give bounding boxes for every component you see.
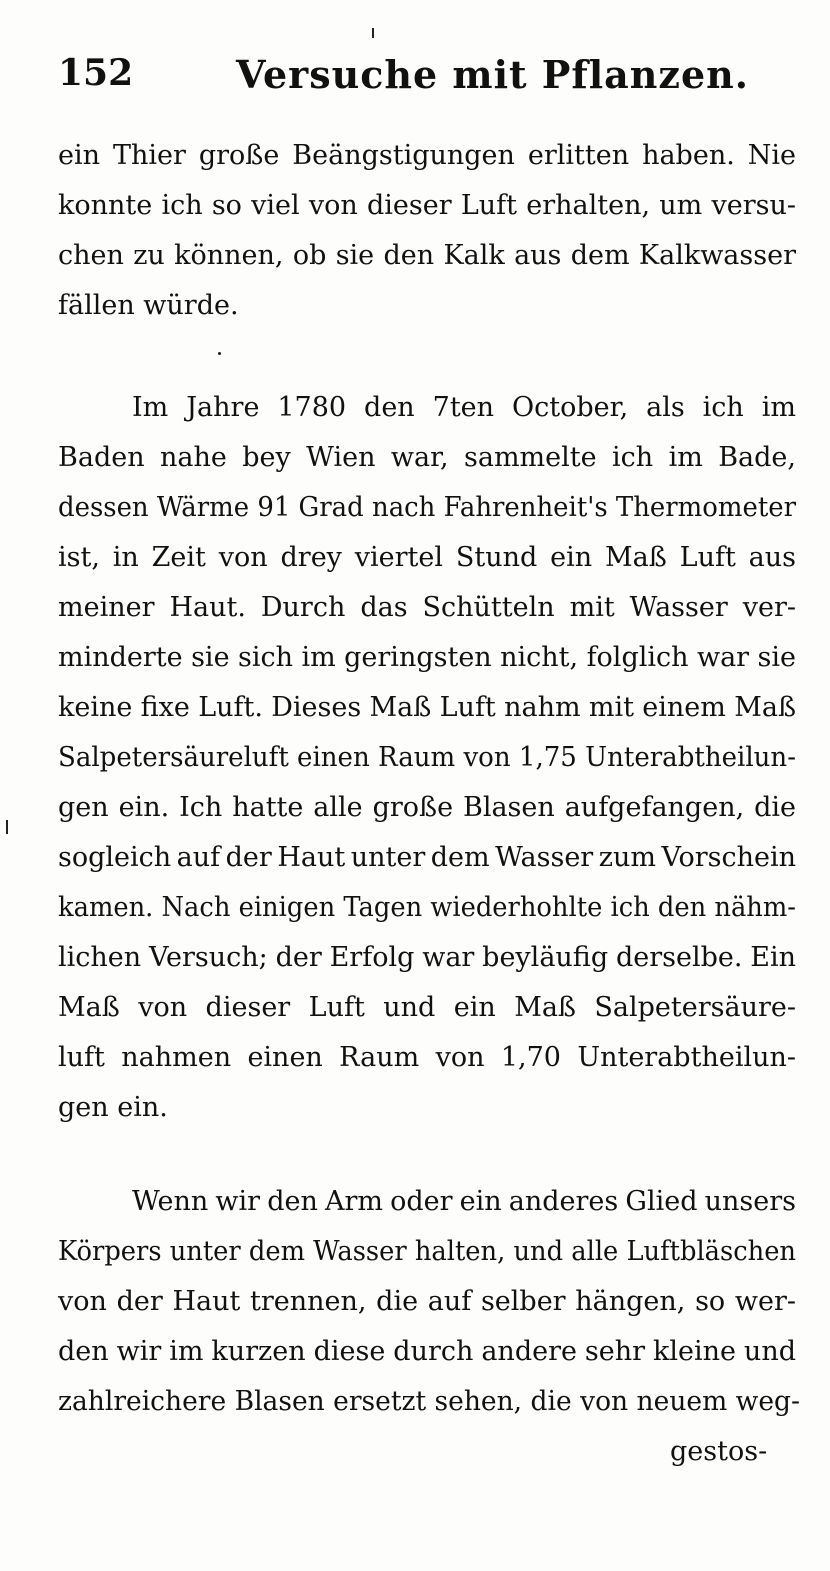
text-line: sogleich auf der Haut unter dem Wasser zum Vorschein — [58, 842, 796, 873]
scan-mark-top — [372, 28, 374, 38]
text-line: Körpers unter dem Wasser halten, und alle Luftbläschen — [58, 1236, 796, 1267]
text-line: ist, in Zeit von drey viertel Stund ein Maß Luft aus — [58, 542, 796, 573]
text-line: meiner Haut. Durch das Schütteln mit Wasser ver- — [58, 592, 796, 623]
text-line: ein Thier große Beängstigungen erlitten haben. Nie — [58, 140, 796, 171]
text-line: chen zu können, ob sie den Kalk aus dem Kalkwasser — [58, 240, 796, 271]
scan-mark-mid — [218, 352, 221, 355]
text-line: den wir im kurzen diese durch andere sehr kleine und — [58, 1336, 796, 1367]
text-line: kamen. Nach einigen Tagen wiederhohlte ich den nähm- — [58, 892, 796, 923]
text-line: von der Haut trennen, die auf selber hängen, so wer- — [58, 1286, 796, 1317]
text-line: fällen würde. — [58, 290, 239, 321]
text-line: Maß von dieser Luft und ein Maß Salpetersäure- — [58, 992, 796, 1023]
page-number: 152 — [58, 52, 134, 94]
text-line: minderte sie sich im geringsten nicht, folglich war sie — [58, 642, 796, 673]
text-line: keine fixe Luft. Dieses Maß Luft nahm mit einem Maß — [58, 692, 796, 723]
running-title: Versuche mit Pflanzen. — [236, 52, 750, 97]
text-line: gen ein. Ich hatte alle große Blasen aufgefangen, die — [58, 792, 796, 823]
text-line: Wenn wir den Arm oder ein anderes Glied unsers — [132, 1186, 796, 1217]
text-line: luft nahmen einen Raum von 1,70 Unterabtheilun- — [58, 1042, 796, 1073]
text-line: zahlreichere Blasen ersetzt sehen, die von neuem weg- — [58, 1386, 800, 1417]
text-line: gen ein. — [58, 1092, 168, 1123]
page-header — [58, 52, 798, 112]
text-line: Baden nahe bey Wien war, sammelte ich im Bade, — [58, 442, 796, 473]
text-line: Im Jahre 1780 den 7ten October, als ich im — [132, 392, 796, 423]
text-line: konnte ich so viel von dieser Luft erhalten, um versu- — [58, 190, 796, 221]
text-line: lichen Versuch; der Erfolg war beyläufig derselbe. Ein — [58, 942, 796, 973]
scan-mark-left — [6, 820, 8, 834]
text-line: Salpetersäureluft einen Raum von 1,75 Unterabtheilun- — [58, 742, 796, 773]
text-line: dessen Wärme 91 Grad nach Fahrenheit's Thermometer — [58, 492, 796, 523]
catchword: gestos- — [670, 1436, 768, 1467]
